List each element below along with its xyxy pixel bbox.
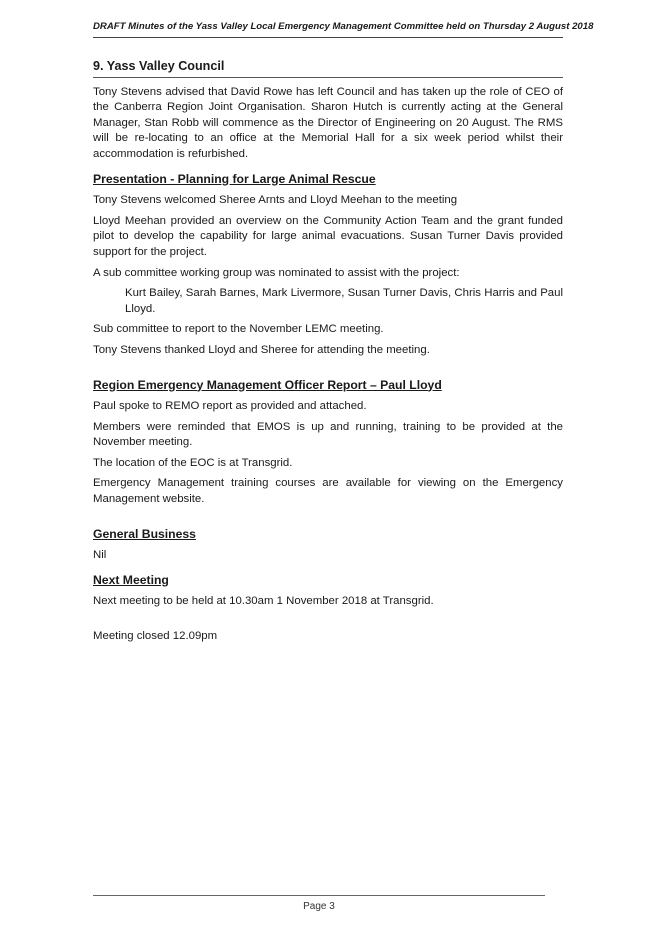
presentation-p2: Lloyd Meehan provided an overview on the Community Action Team and the grant funded pilot to develop the capability for large animal evacuations. Susan Turner Davis provided support for the project. xyxy=(93,214,563,258)
presentation-p1: Tony Stevens welcomed Sheree Arnts and Lloyd Meehan to the meeting xyxy=(93,194,458,207)
remo-p1: Paul spoke to REMO report as provided and attached. xyxy=(93,400,367,413)
general-business-text: Nil xyxy=(93,549,107,562)
presentation-title: Presentation - Planning for Large Animal Rescue xyxy=(93,171,376,186)
presentation-p5: Tony Stevens thanked Lloyd and Sheree for attending the meeting. xyxy=(93,343,430,356)
general-business-title: General Business xyxy=(93,526,196,541)
subcommittee-members: Kurt Bailey, Sarah Barnes, Mark Livermore, Susan Turner Davis, Chris Harris and Paul Lloyd. xyxy=(125,287,563,315)
presentation-p4: Sub committee to report to the November LEMC meeting. xyxy=(93,323,384,336)
section-9-paragraph: Tony Stevens advised that David Rowe has left Council and has taken up the role of CEO of the Canberra Region Joint Organisation. Sharon Hutch is currently acting at the General Manager, Stan Robb will commence as the Director of Engineering on 20 August. The RMS will be re-locating to an office at the Memorial Hall for a six week period whilst their accommodation is refurbished. xyxy=(93,85,563,160)
footer-divider xyxy=(93,895,545,896)
next-meeting-title: Next Meeting xyxy=(93,572,169,587)
page-content xyxy=(93,59,563,650)
remo-p4: Emergency Management training courses are available for viewing on the Emergency Management website. xyxy=(93,477,563,506)
page-number: Page 3 xyxy=(303,901,335,912)
remo-title: Region Emergency Management Officer Report – Paul Lloyd xyxy=(93,377,442,392)
section-9-title: 9. Yass Valley Council xyxy=(93,59,563,78)
presentation-p3: A sub committee working group was nominated to assist with the project: xyxy=(93,266,460,279)
page-header: DRAFT Minutes of the Yass Valley Local Emergency Management Committee held on Thursday 2 August 2018 xyxy=(93,21,563,38)
meeting-closed-text: Meeting closed 12.09pm xyxy=(93,630,218,643)
next-meeting-text: Next meeting to be held at 10.30am 1 November 2018 at Transgrid. xyxy=(93,595,434,608)
remo-p3: The location of the EOC is at Transgrid. xyxy=(93,456,293,469)
remo-p2: Members were reminded that EMOS is up and running, training to be provided at the November meeting. xyxy=(93,420,563,449)
